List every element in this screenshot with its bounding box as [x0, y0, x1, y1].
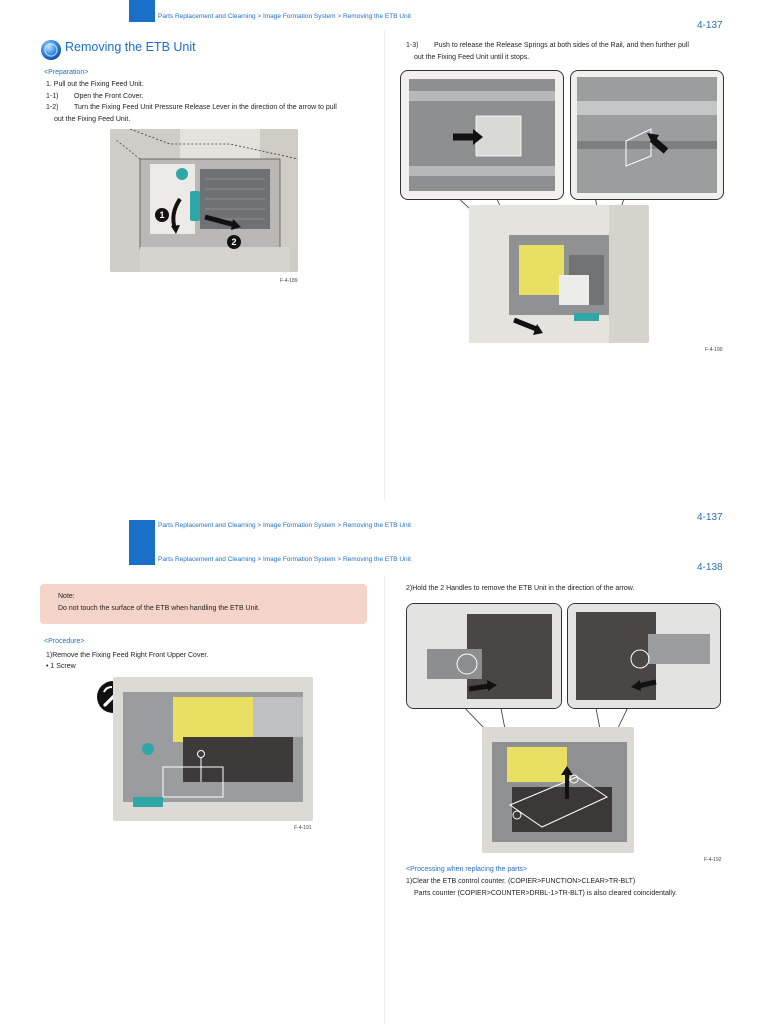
preparation-heading: <Preparation> [44, 69, 89, 76]
upper-cover-illustration [113, 677, 313, 821]
breadcrumb-repeat[interactable]: Parts Replacement and Clearning > Image Formation System > Removing the ETB Unit [158, 522, 411, 529]
figure-label-192: F-4-192 [704, 857, 722, 863]
procedure-heading: <Procedure> [44, 638, 85, 645]
machine-pulled-illustration [469, 205, 649, 343]
procedure-step-1: 1)Remove the Fixing Feed Right Front Upper Cover. [46, 652, 209, 659]
step-1: 1. Pull out the Fixing Feed Unit. [46, 81, 144, 88]
page-number: 4-137 [697, 20, 723, 31]
figure-fixing-feed-unit-lever [110, 129, 298, 272]
figure-fixing-feed-upper-cover [113, 677, 313, 821]
etb-removal-illustration [482, 727, 634, 853]
header-accent-bar [129, 0, 155, 22]
figure-fixing-feed-pulled-out [469, 205, 649, 343]
section-title: Removing the ETB Unit [65, 40, 196, 54]
header-accent-bar-2 [129, 520, 155, 565]
step-1-2-text-cont: out the Fixing Feed Unit. [54, 116, 131, 123]
badge-1: 1 [159, 210, 165, 220]
note-text: Do not touch the surface of the ETB when handling the ETB Unit. [58, 605, 260, 612]
column-divider-2 [384, 575, 385, 1024]
page-number-2: 4-138 [697, 562, 723, 573]
figure-label-190: F-4-190 [705, 347, 723, 353]
processing-heading: <Processing when replacing the parts> [406, 866, 528, 873]
step-1-3-text-cont: out the Fixing Feed Unit until it stops. [414, 54, 530, 61]
step-1-3-text: Push to release the Release Springs at both sides of the Rail, and then further pull [434, 42, 689, 49]
left-handle-detail [407, 604, 561, 708]
note-box [40, 584, 367, 624]
figure-label-189: F-4-189 [280, 278, 298, 284]
step-1-2-number: 1-2) [46, 104, 59, 111]
page-number-previous: 4-137 [697, 512, 723, 523]
callout-left-rail [400, 70, 564, 200]
breadcrumb-2[interactable]: Parts Replacement and Clearning > Image Formation System > Removing the ETB Unit [158, 556, 411, 563]
badge-2: 2 [231, 237, 237, 247]
figure-label-191: F-4-191 [294, 825, 312, 831]
right-rail-detail [571, 71, 723, 199]
breadcrumb[interactable]: Parts Replacement and Clearning > Image Formation System > Removing the ETB Unit [158, 13, 411, 20]
processing-step-1-note: Parts counter (COPIER>COUNTER>DRBL-1>TR-BLT) is also cleared coincidentally. [414, 890, 677, 897]
screw-count-bullet: • 1 Screw [46, 663, 76, 670]
step-1-3-number: 1-3) [406, 42, 419, 49]
right-handle-detail [568, 604, 720, 708]
machine-illustration [110, 129, 298, 272]
note-title: Note: [58, 593, 75, 600]
callout-right-handle [567, 603, 721, 709]
step-1-2-text: Turn the Fixing Feed Unit Pressure Release Lever in the direction of the arrow to pull [74, 104, 337, 111]
figure-etb-unit-removal [482, 727, 634, 853]
callout-right-rail [570, 70, 724, 200]
callout-left-handle [406, 603, 562, 709]
column-divider [384, 30, 385, 500]
step-1-1-text: Open the Front Cover. [74, 93, 144, 100]
step-1-1-number: 1-1) [46, 93, 59, 100]
procedure-step-2: 2)Hold the 2 Handles to remove the ETB Unit in the direction of the arrow. [406, 585, 635, 592]
processing-step-1: 1)Clear the ETB control counter. (COPIER>FUNCTION>CLEAR>TR-BLT) [406, 878, 636, 885]
left-rail-detail [401, 71, 563, 199]
section-bullet-icon [40, 39, 62, 61]
